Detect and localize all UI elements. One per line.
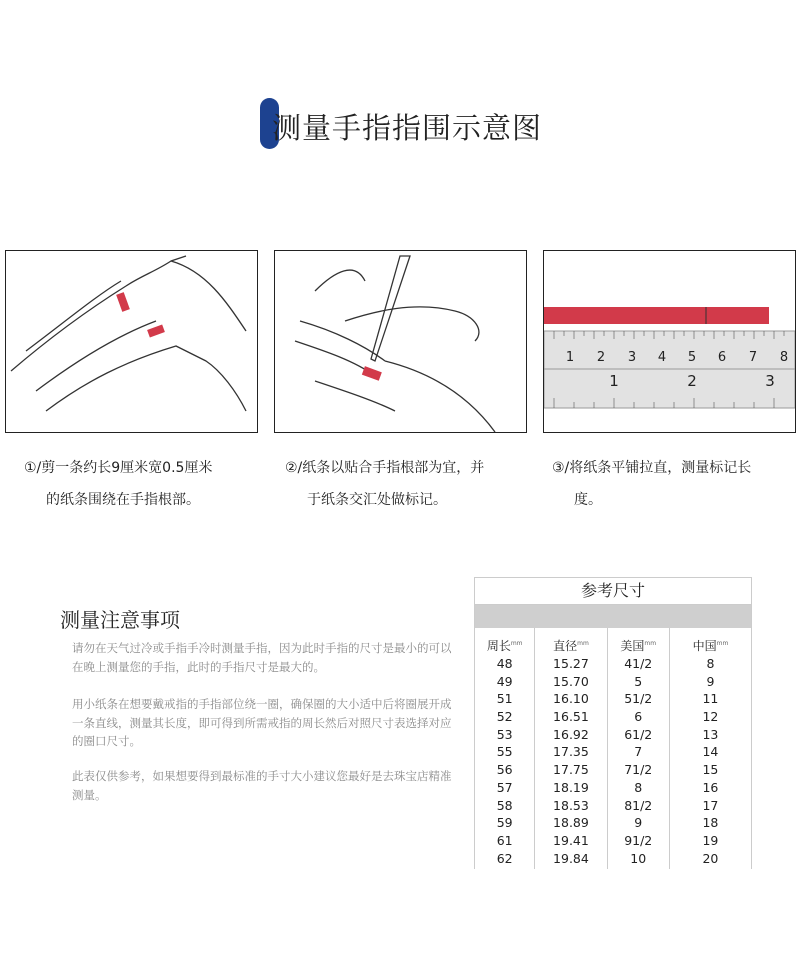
table-cell: 17.75 [553, 762, 589, 778]
table-cell: 17.35 [553, 744, 589, 760]
table-cell: 58 [496, 797, 513, 813]
table-cell: 8 [634, 779, 643, 795]
table-cell: 5 [634, 673, 643, 689]
table-cell: 48 [496, 656, 513, 671]
table-cell: 71/2 [624, 762, 653, 778]
unit-label: mm [510, 640, 523, 647]
table-cell: 12 [702, 709, 719, 725]
page-title: 测量手指指围示意图 [272, 111, 543, 145]
table-cell: 9 [706, 673, 715, 689]
table-cell: 10 [630, 850, 647, 866]
table-cell: 16.51 [553, 709, 589, 725]
size-table-column [475, 628, 535, 869]
step-2-caption [285, 452, 484, 516]
ruler-top-5: 5 [687, 350, 697, 365]
column-header [670, 635, 751, 655]
table-cell: 81/2 [624, 797, 653, 813]
table-cell: 15.27 [553, 656, 589, 671]
table-cell: 62 [496, 850, 513, 866]
ruler-top-6: 6 [717, 350, 727, 365]
column-header-label: 美国 [620, 639, 645, 653]
ruler-top-3: 3 [627, 350, 637, 365]
table-cell: 91/2 [624, 832, 653, 848]
step-2-line1: ②/纸条以贴合手指根部为宜，并 [285, 460, 485, 476]
table-cell: 16 [702, 779, 719, 795]
table-cell: 18 [702, 815, 719, 831]
ruler-top-2: 2 [596, 350, 606, 365]
step-1-line2: 的纸条围绕在手指根部。 [46, 492, 200, 508]
hand-pen-illustration [275, 251, 526, 432]
table-cell: 20 [702, 850, 719, 866]
table-cell: 16.92 [553, 726, 589, 742]
table-cell: 18.89 [553, 815, 589, 831]
table-cell: 8 [706, 656, 715, 671]
paper-strip [544, 307, 769, 324]
size-table-column [608, 628, 670, 869]
table-cell: 41/2 [624, 656, 653, 671]
table-cell: 15.70 [553, 673, 589, 689]
ruler-bottom-3: 3 [765, 372, 775, 390]
notes-title: 测量注意事项 [60, 608, 180, 632]
table-cell: 19 [702, 832, 719, 848]
column-header-label: 中国 [692, 639, 717, 653]
unit-label: mm [644, 640, 657, 647]
size-table-column [535, 628, 607, 869]
unit-label: mm [577, 640, 589, 647]
notes-paragraph: 此表仅供参考，如果想要得到最标准的手寸大小建议您最好是去珠宝店精准测量。 [72, 769, 452, 802]
step-2-line2: 于纸条交汇处做标记。 [307, 492, 447, 508]
table-cell: 49 [496, 673, 513, 689]
illustration-wrap-finger [5, 250, 258, 433]
table-cell: 7 [634, 744, 643, 760]
table-cell: 17 [702, 797, 719, 813]
table-cell: 19.41 [553, 832, 589, 848]
ruler-top-7: 7 [748, 350, 758, 365]
column-header [608, 635, 669, 655]
step-1-line1: ①/剪一条约长9厘米宽0.5厘米 [24, 460, 213, 476]
hand-illustration [6, 251, 257, 432]
table-cell: 15 [702, 762, 719, 778]
step-1-caption [24, 452, 212, 516]
table-cell: 6 [634, 709, 643, 725]
column-header [475, 635, 534, 655]
table-cell: 59 [496, 815, 513, 831]
table-cell: 16.10 [553, 691, 589, 707]
table-cell: 19.84 [553, 850, 589, 866]
ruler-top-1: 1 [565, 350, 575, 365]
table-cell: 18.19 [553, 779, 589, 795]
table-cell: 52 [496, 709, 513, 725]
size-table-band [475, 605, 751, 628]
column-header-label: 周长 [486, 639, 511, 653]
illustration-ruler [543, 250, 796, 433]
illustration-mark-strip [274, 250, 527, 433]
size-table [474, 577, 752, 869]
ruler-top-4: 4 [657, 350, 667, 365]
table-cell: 53 [496, 726, 513, 742]
step-3-caption [552, 452, 751, 516]
table-cell: 13 [702, 726, 719, 742]
table-cell: 51 [496, 691, 513, 707]
step-3-line1: ③/将纸条平铺拉直，测量标记长 [552, 460, 752, 476]
table-cell: 55 [496, 744, 513, 760]
table-cell: 57 [496, 779, 513, 795]
ruler-bottom-1: 1 [609, 372, 619, 390]
notes-paragraph: 请勿在天气过冷或手指手冷时测量手指，因为此时手指的尺寸是最小的可以在晚上测量您的手指，此时的手指尺寸是最大的。 [72, 641, 452, 674]
ruler-top-8: 8 [779, 350, 789, 365]
unit-label: mm [716, 640, 729, 647]
table-cell: 14 [702, 744, 719, 760]
column-header-label: 直径 [553, 639, 578, 653]
table-cell: 51/2 [624, 691, 653, 707]
ruler-bottom-2: 2 [687, 372, 697, 390]
table-cell: 11 [702, 691, 719, 707]
table-cell: 61/2 [624, 726, 653, 742]
notes-paragraph: 用小纸条在想要戴戒指的手指部位绕一圈，确保圈的大小适中后将圈展开成一条直线，测量其长度，即可得到所需戒指的周长然后对照尺寸表选择对应的圈口尺寸。 [72, 697, 452, 748]
ruler-illustration [544, 251, 795, 432]
size-table-column [670, 628, 751, 869]
table-cell: 18.53 [553, 797, 589, 813]
column-header [535, 635, 606, 655]
size-table-title: 参考尺寸 [475, 578, 751, 605]
table-cell: 61 [496, 832, 513, 848]
step-3-line2: 度。 [574, 492, 602, 508]
table-cell: 9 [634, 815, 643, 831]
table-cell: 56 [496, 762, 513, 778]
